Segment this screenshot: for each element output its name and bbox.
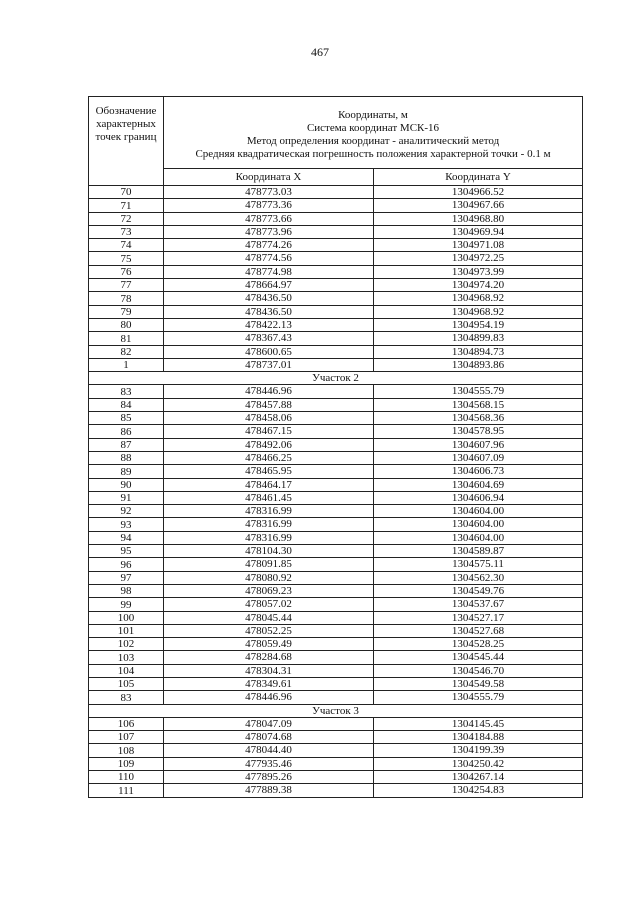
coord-y-cell: 1304966.52 bbox=[374, 186, 583, 199]
table-row bbox=[89, 731, 583, 744]
coord-y-cell: 1304974.20 bbox=[374, 279, 583, 292]
coord-y-cell: 1304555.79 bbox=[374, 691, 583, 704]
table-row bbox=[89, 638, 583, 651]
coord-y-cell: 1304607.96 bbox=[374, 438, 583, 451]
coord-y-cell: 1304604.00 bbox=[374, 531, 583, 544]
table-row bbox=[89, 199, 583, 212]
coord-y-cell: 1304199.39 bbox=[374, 744, 583, 757]
coord-y-cell: 1304604.69 bbox=[374, 478, 583, 491]
coord-x-cell: 478458.06 bbox=[164, 412, 374, 425]
coord-y-cell: 1304973.99 bbox=[374, 265, 583, 278]
point-id-cell: 97 bbox=[89, 571, 164, 584]
table-row bbox=[89, 624, 583, 637]
point-id-cell: 83 bbox=[89, 385, 164, 398]
coord-x-cell: 477889.38 bbox=[164, 784, 374, 797]
coord-method: Метод определения координат - аналитический метод bbox=[246, 134, 500, 147]
point-id-cell: 100 bbox=[89, 611, 164, 624]
coord-y-cell: 1304893.86 bbox=[374, 358, 583, 371]
coord-y-cell: 1304606.94 bbox=[374, 491, 583, 504]
coord-y-cell: 1304528.25 bbox=[374, 638, 583, 651]
coord-y-cell: 1304254.83 bbox=[374, 784, 583, 797]
point-id-cell: 104 bbox=[89, 664, 164, 677]
table-row bbox=[89, 664, 583, 677]
coord-x-cell: 478044.40 bbox=[164, 744, 374, 757]
coord-x-cell: 478457.88 bbox=[164, 398, 374, 411]
table-row bbox=[89, 438, 583, 451]
table-row bbox=[89, 598, 583, 611]
table-header-row bbox=[89, 97, 583, 169]
table-row bbox=[89, 691, 583, 704]
coord-x-cell: 478773.66 bbox=[164, 212, 374, 225]
coord-system: Система координат МСК-16 bbox=[306, 121, 440, 134]
section-title: Участок 3 bbox=[89, 704, 583, 717]
coord-x-cell: 478091.85 bbox=[164, 558, 374, 571]
table-row bbox=[89, 212, 583, 225]
coord-x-cell: 478316.99 bbox=[164, 531, 374, 544]
coord-y-cell: 1304250.42 bbox=[374, 757, 583, 770]
point-id-cell: 110 bbox=[89, 771, 164, 784]
point-id-cell: 83 bbox=[89, 691, 164, 704]
point-id-cell: 91 bbox=[89, 491, 164, 504]
point-id-cell: 96 bbox=[89, 558, 164, 571]
coord-y-cell: 1304555.79 bbox=[374, 385, 583, 398]
section-title: Участок 2 bbox=[89, 372, 583, 385]
coord-x-cell: 478774.26 bbox=[164, 239, 374, 252]
coord-y-cell: 1304589.87 bbox=[374, 545, 583, 558]
coord-y-cell: 1304968.92 bbox=[374, 292, 583, 305]
point-id-cell: 86 bbox=[89, 425, 164, 438]
table-row bbox=[89, 412, 583, 425]
table-row bbox=[89, 584, 583, 597]
table-row bbox=[89, 677, 583, 690]
coord-x-cell: 478446.96 bbox=[164, 385, 374, 398]
coord-x-cell: 478774.98 bbox=[164, 265, 374, 278]
coord-x-cell: 478080.92 bbox=[164, 571, 374, 584]
coord-x-cell: 478316.99 bbox=[164, 505, 374, 518]
point-id-cell: 108 bbox=[89, 744, 164, 757]
table-row bbox=[89, 451, 583, 464]
coord-x-cell: 478316.99 bbox=[164, 518, 374, 531]
table-row bbox=[89, 345, 583, 358]
point-id-cell: 107 bbox=[89, 731, 164, 744]
point-id-cell: 102 bbox=[89, 638, 164, 651]
coord-x-cell: 478773.36 bbox=[164, 199, 374, 212]
point-id-cell: 76 bbox=[89, 265, 164, 278]
point-id-cell: 78 bbox=[89, 292, 164, 305]
coord-y-cell: 1304604.00 bbox=[374, 518, 583, 531]
table-row bbox=[89, 717, 583, 730]
coord-x-cell: 478446.96 bbox=[164, 691, 374, 704]
table-row bbox=[89, 611, 583, 624]
col-x-header: Координата X bbox=[164, 169, 374, 186]
coord-y-cell: 1304968.80 bbox=[374, 212, 583, 225]
coord-y-cell: 1304549.76 bbox=[374, 584, 583, 597]
coord-y-cell: 1304568.36 bbox=[374, 412, 583, 425]
coord-y-cell: 1304972.25 bbox=[374, 252, 583, 265]
coord-y-cell: 1304954.19 bbox=[374, 318, 583, 331]
table-row bbox=[89, 318, 583, 331]
coord-x-cell: 478074.68 bbox=[164, 731, 374, 744]
table-row bbox=[89, 757, 583, 770]
point-id-cell: 70 bbox=[89, 186, 164, 199]
table-row bbox=[89, 305, 583, 318]
coord-x-cell: 478466.25 bbox=[164, 451, 374, 464]
coord-y-cell: 1304894.73 bbox=[374, 345, 583, 358]
coord-y-cell: 1304969.94 bbox=[374, 225, 583, 238]
coord-y-cell: 1304967.66 bbox=[374, 199, 583, 212]
table-row bbox=[89, 531, 583, 544]
table-row bbox=[89, 358, 583, 371]
coord-x-cell: 478436.50 bbox=[164, 292, 374, 305]
section-row bbox=[89, 704, 583, 717]
point-id-cell: 99 bbox=[89, 598, 164, 611]
point-id-cell: 75 bbox=[89, 252, 164, 265]
coord-x-cell: 478773.96 bbox=[164, 225, 374, 238]
table-body bbox=[89, 97, 583, 798]
point-id-cell: 106 bbox=[89, 717, 164, 730]
coord-x-cell: 478737.01 bbox=[164, 358, 374, 371]
table-row bbox=[89, 292, 583, 305]
point-id-cell: 109 bbox=[89, 757, 164, 770]
coord-x-cell: 478774.56 bbox=[164, 252, 374, 265]
coord-x-cell: 478052.25 bbox=[164, 624, 374, 637]
coord-y-cell: 1304575.11 bbox=[374, 558, 583, 571]
coord-y-cell: 1304537.67 bbox=[374, 598, 583, 611]
coord-x-cell: 478047.09 bbox=[164, 717, 374, 730]
table-row bbox=[89, 279, 583, 292]
coord-accuracy: Средняя квадратическая погрешность положения характерной точки - 0.1 м bbox=[195, 147, 551, 160]
coordinates-table bbox=[88, 96, 583, 798]
point-id-cell: 101 bbox=[89, 624, 164, 637]
table-row bbox=[89, 239, 583, 252]
point-id-cell: 81 bbox=[89, 332, 164, 345]
coord-x-cell: 478461.45 bbox=[164, 491, 374, 504]
coord-x-cell: 478104.30 bbox=[164, 545, 374, 558]
point-label-header: Обозначение характерных точек границ bbox=[89, 97, 164, 186]
coord-x-cell: 478773.03 bbox=[164, 186, 374, 199]
point-id-cell: 79 bbox=[89, 305, 164, 318]
coord-y-cell: 1304549.58 bbox=[374, 677, 583, 690]
table-row bbox=[89, 784, 583, 797]
coord-x-cell: 478467.15 bbox=[164, 425, 374, 438]
point-id-cell: 103 bbox=[89, 651, 164, 664]
coords-title: Координаты, м bbox=[338, 108, 408, 121]
table-row bbox=[89, 398, 583, 411]
coord-y-cell: 1304184.88 bbox=[374, 731, 583, 744]
table-row bbox=[89, 478, 583, 491]
col-y-header: Координата Y bbox=[374, 169, 583, 186]
point-id-cell: 95 bbox=[89, 545, 164, 558]
coord-y-cell: 1304604.00 bbox=[374, 505, 583, 518]
table-row bbox=[89, 265, 583, 278]
coord-y-cell: 1304527.17 bbox=[374, 611, 583, 624]
coord-y-cell: 1304606.73 bbox=[374, 465, 583, 478]
table-row bbox=[89, 771, 583, 784]
table-row bbox=[89, 332, 583, 345]
point-id-cell: 74 bbox=[89, 239, 164, 252]
point-id-cell: 98 bbox=[89, 584, 164, 597]
point-id-cell: 105 bbox=[89, 677, 164, 690]
table-row bbox=[89, 651, 583, 664]
coord-y-cell: 1304968.92 bbox=[374, 305, 583, 318]
coord-x-cell: 478465.95 bbox=[164, 465, 374, 478]
coord-x-cell: 478059.49 bbox=[164, 638, 374, 651]
table-row bbox=[89, 425, 583, 438]
coord-x-cell: 478367.43 bbox=[164, 332, 374, 345]
table-row bbox=[89, 518, 583, 531]
coord-x-cell: 478664.97 bbox=[164, 279, 374, 292]
table-row bbox=[89, 744, 583, 757]
coord-x-cell: 478436.50 bbox=[164, 305, 374, 318]
coord-x-cell: 478284.68 bbox=[164, 651, 374, 664]
point-id-cell: 77 bbox=[89, 279, 164, 292]
point-id-cell: 90 bbox=[89, 478, 164, 491]
coord-x-cell: 478422.13 bbox=[164, 318, 374, 331]
coord-y-cell: 1304267.14 bbox=[374, 771, 583, 784]
coord-y-cell: 1304899.83 bbox=[374, 332, 583, 345]
point-id-cell: 1 bbox=[89, 358, 164, 371]
coord-y-cell: 1304545.44 bbox=[374, 651, 583, 664]
coord-y-cell: 1304568.15 bbox=[374, 398, 583, 411]
table-row bbox=[89, 558, 583, 571]
point-id-cell: 71 bbox=[89, 199, 164, 212]
coord-x-cell: 478492.06 bbox=[164, 438, 374, 451]
coord-y-cell: 1304546.70 bbox=[374, 664, 583, 677]
point-id-cell: 89 bbox=[89, 465, 164, 478]
point-id-cell: 82 bbox=[89, 345, 164, 358]
table-row bbox=[89, 571, 583, 584]
coord-y-cell: 1304145.45 bbox=[374, 717, 583, 730]
coord-x-cell: 478464.17 bbox=[164, 478, 374, 491]
coord-x-cell: 477935.46 bbox=[164, 757, 374, 770]
coordinates-header bbox=[164, 97, 583, 169]
table-row bbox=[89, 186, 583, 199]
coord-x-cell: 478057.02 bbox=[164, 598, 374, 611]
page-number: 467 bbox=[311, 45, 329, 59]
table-row bbox=[89, 505, 583, 518]
table-row bbox=[89, 465, 583, 478]
coord-y-cell: 1304562.30 bbox=[374, 571, 583, 584]
point-id-cell: 80 bbox=[89, 318, 164, 331]
coord-x-cell: 478045.44 bbox=[164, 611, 374, 624]
point-id-cell: 73 bbox=[89, 225, 164, 238]
coord-y-cell: 1304607.09 bbox=[374, 451, 583, 464]
table-row bbox=[89, 545, 583, 558]
point-id-cell: 111 bbox=[89, 784, 164, 797]
point-id-cell: 93 bbox=[89, 518, 164, 531]
point-id-cell: 85 bbox=[89, 412, 164, 425]
point-id-cell: 94 bbox=[89, 531, 164, 544]
coord-x-cell: 478304.31 bbox=[164, 664, 374, 677]
table-row bbox=[89, 252, 583, 265]
point-id-cell: 88 bbox=[89, 451, 164, 464]
table-row bbox=[89, 385, 583, 398]
point-id-cell: 92 bbox=[89, 505, 164, 518]
coord-x-cell: 478600.65 bbox=[164, 345, 374, 358]
table-row bbox=[89, 225, 583, 238]
column-header-row bbox=[89, 169, 583, 186]
coord-y-cell: 1304527.68 bbox=[374, 624, 583, 637]
coord-y-cell: 1304578.95 bbox=[374, 425, 583, 438]
section-row bbox=[89, 372, 583, 385]
point-id-cell: 72 bbox=[89, 212, 164, 225]
point-id-cell: 84 bbox=[89, 398, 164, 411]
coord-y-cell: 1304971.08 bbox=[374, 239, 583, 252]
coord-x-cell: 478349.61 bbox=[164, 677, 374, 690]
table-row bbox=[89, 491, 583, 504]
point-id-cell: 87 bbox=[89, 438, 164, 451]
coord-x-cell: 477895.26 bbox=[164, 771, 374, 784]
coord-x-cell: 478069.23 bbox=[164, 584, 374, 597]
